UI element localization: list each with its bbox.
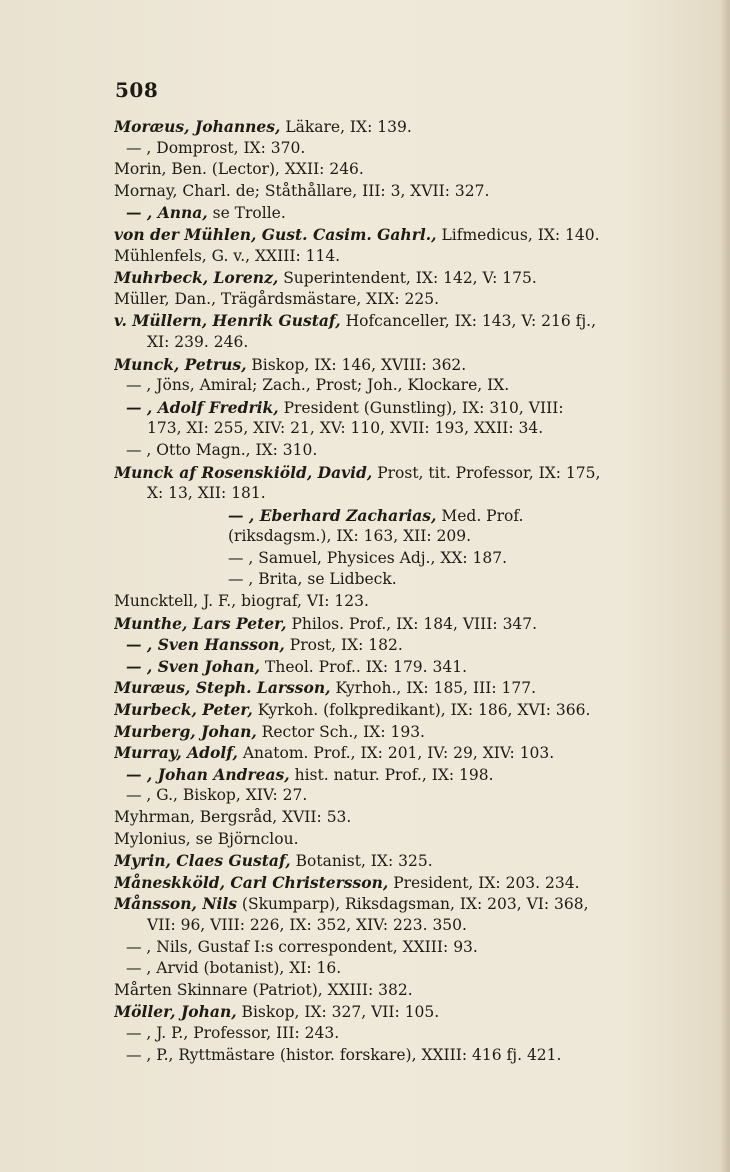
index-entry [114, 721, 694, 743]
entry-details: Superintendent, IX: 142, V: 175. [278, 269, 537, 288]
entry-details: Mylonius, se Björnclou. [114, 829, 299, 848]
index-entry [114, 483, 694, 505]
index-entry [114, 1045, 694, 1067]
index-entry [114, 181, 694, 203]
entry-details: Theol. Prof.. IX: 179. 341. [260, 657, 468, 676]
entry-details: Biskop, IX: 327, VII: 105. [236, 1003, 440, 1022]
entry-details: Prost, IX: 182. [284, 636, 403, 655]
entry-details: Mornay, Charl. de; Ståthållare, III: 3, XVII: 327. [114, 181, 490, 200]
entry-name: — , Johan Andreas, [126, 764, 290, 784]
index-entry [114, 505, 694, 527]
entry-details: — , P., Ryttmästare (histor. forskare), XXIII: 416 fj. 421. [126, 1045, 562, 1064]
entry-details: Biskop, IX: 146, XVIII: 362. [246, 355, 467, 374]
entry-details: hist. natur. Prof., IX: 198. [289, 765, 494, 784]
entry-name: Murray, Adolf, [114, 743, 238, 763]
entry-details: — , Nils, Gustaf I:s correspondent, XXIII: 93. [126, 937, 478, 956]
entry-name: — , Anna, [126, 203, 208, 223]
index-entry [114, 958, 694, 980]
index-entry [114, 591, 694, 613]
entry-details: Botanist, IX: 325. [290, 852, 433, 871]
entry-details: Läkare, IX: 139. [280, 118, 412, 136]
index-entry [114, 267, 694, 289]
index-entry [114, 418, 694, 440]
index-entry [114, 526, 694, 548]
entry-name: Munthe, Lars Peter, [114, 613, 287, 633]
index-entry [114, 548, 694, 570]
entry-name: von der Mühlen, Gust. Casim. Gahrl., [114, 224, 437, 244]
index-entry [114, 872, 694, 894]
entry-details: Morin, Ben. (Lector), XXII: 246. [114, 160, 364, 179]
entry-name: Muræus, Steph. Larsson, [114, 678, 331, 698]
entry-details: — , Jöns, Amiral; Zach., Prost; Joh., Klockare, IX. [126, 376, 510, 395]
index-entry [114, 893, 694, 915]
page-number: 508 [115, 78, 159, 102]
index-entry [114, 397, 694, 419]
entry-name: — , Sven Johan, [126, 656, 261, 676]
entry-details: se Trolle. [207, 204, 286, 223]
entry-name: Munck af Rosenskiöld, David, [114, 462, 373, 482]
entry-details: — , Arvid (botanist), XI: 16. [126, 959, 342, 978]
index-entry [114, 246, 694, 268]
entry-details: Anatom. Prof., IX: 201, IV: 29, XIV: 103. [237, 744, 555, 763]
entry-details: Hofcanceller, IX: 143, V: 216 fj., [340, 312, 597, 331]
entry-name: — , Eberhard Zacharias, [228, 505, 437, 525]
entry-details: — , J. P., Professor, III: 243. [126, 1023, 340, 1042]
index-entry [114, 1023, 694, 1045]
index-entry [114, 224, 694, 246]
entry-name: v. Müllern, Henrik Gustaf, [114, 311, 341, 331]
entry-name: Murberg, Johan, [114, 721, 257, 741]
entry-details: Muncktell, J. F., biograf, VI: 123. [114, 592, 369, 611]
index-entry [114, 159, 694, 181]
entry-details: Mühlenfels, G. v., XXIII: 114. [114, 246, 341, 265]
entry-name: Moræus, Johannes, [114, 117, 281, 136]
index-entry [114, 310, 694, 332]
entry-details: — , G., Biskop, XIV: 27. [126, 786, 308, 805]
entry-name: Munck, Petrus, [114, 354, 247, 374]
entry-name: Muhrbeck, Lorenz, [114, 268, 279, 288]
entry-details: (riksdagsm.), IX: 163, XII: 209. [228, 527, 472, 546]
entry-details: Müller, Dan., Trägårdsmästare, XIX: 225. [114, 289, 440, 308]
entry-details: — , Samuel, Physices Adj., XX: 187. [228, 548, 508, 567]
index-entry [114, 850, 694, 872]
entry-details: Kyrkoh. (folkpredikant), IX: 186, XVI: 366. [252, 701, 591, 720]
entry-details: (Skumparp), Riksdagsman, IX: 203, VI: 368, [237, 895, 589, 914]
index-entry [114, 440, 694, 462]
index-entry [114, 375, 694, 397]
entry-details: President, IX: 203. 234. [388, 873, 580, 892]
index-entry [114, 980, 694, 1002]
index-entry [114, 764, 694, 786]
entry-details: Med. Prof. [436, 506, 524, 525]
entry-details: Rector Sch., IX: 193. [256, 722, 425, 741]
entry-name: Möller, Johan, [114, 1002, 237, 1022]
entry-name: — , Sven Hansson, [126, 635, 285, 655]
index-entry [114, 354, 694, 376]
index-entry [114, 634, 694, 656]
index-entry [114, 937, 694, 959]
index-entry [114, 677, 694, 699]
entry-details: X: 13, XII: 181. [147, 484, 266, 503]
entry-details: Kyrhoh., IX: 185, III: 177. [330, 679, 537, 698]
index-entries [114, 116, 694, 1066]
index-entry [114, 289, 694, 311]
index-entry [114, 462, 694, 484]
entry-details: — , Otto Magn., IX: 310. [126, 440, 318, 459]
entry-details: President (Gunstling), IX: 310, VIII: [278, 398, 564, 417]
entry-details: VII: 96, VIII: 226, IX: 352, XIV: 223. 350. [147, 915, 467, 934]
index-entry [114, 138, 694, 160]
index-entry [114, 1001, 694, 1023]
entry-name: Myrin, Claes Gustaf, [114, 851, 291, 871]
entry-details: Lifmedicus, IX: 140. [436, 225, 600, 244]
index-entry [114, 613, 694, 635]
index-entry [114, 202, 694, 224]
entry-details: Philos. Prof., IX: 184, VIII: 347. [286, 614, 538, 633]
index-entry [114, 332, 694, 354]
entry-name: Måneskköld, Carl Christersson, [114, 872, 389, 892]
index-entry [114, 829, 694, 851]
index-entry [114, 785, 694, 807]
index-entry [114, 915, 694, 937]
entry-details: Prost, tit. Professor, IX: 175, [372, 463, 601, 482]
index-entry [114, 699, 694, 721]
entry-name: Månsson, Nils [114, 894, 237, 914]
entry-details: — , Brita, se Lidbeck. [228, 570, 397, 589]
entry-details: 173, XI: 255, XIV: 21, XV: 110, XVII: 193, XXII: 34. [147, 419, 544, 438]
index-entry [114, 807, 694, 829]
entry-details: Myhrman, Bergsråd, XVII: 53. [114, 808, 352, 826]
entry-details: XI: 239. 246. [147, 332, 249, 351]
page-edge-shadow [720, 0, 730, 1172]
index-entry [114, 742, 694, 764]
entry-name: — , Adolf Fredrik, [126, 397, 279, 417]
index-entry [114, 656, 694, 678]
entry-details: Mårten Skinnare (Patriot), XXIII: 382. [114, 980, 413, 999]
entry-details: — , Domprost, IX: 370. [126, 138, 306, 157]
entry-name: Murbeck, Peter, [114, 700, 253, 720]
index-entry [114, 569, 694, 591]
index-entry [114, 116, 694, 138]
